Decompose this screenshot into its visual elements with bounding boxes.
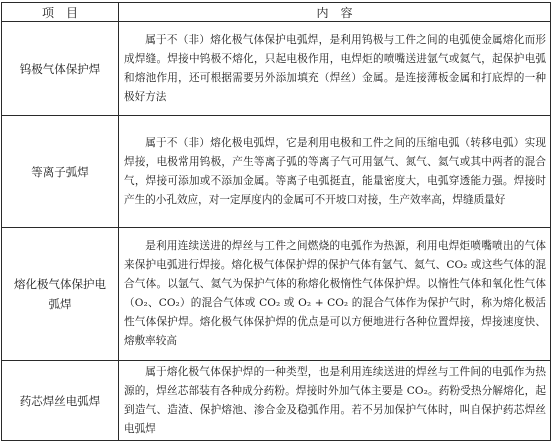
table-row bbox=[2, 116, 551, 228]
row-description-text: 属于熔化极气体保护焊的一种类型，也是利用连续送进的焊丝与工件间的电弧作为热源的，焊丝芯部装有各种成分药粉。焊接时外加气体主要是 CO₂。药粉受热分解熔化，起到造气、造渣、保护熔池、渗合金及稳弧作用。若不另加保护气体时，叫自保护药芯焊丝电弧焊 bbox=[124, 365, 546, 435]
row-description bbox=[119, 22, 551, 116]
row-description-text: 是利用连续送进的焊丝与工件之间燃烧的电弧作为热源，利用电焊炬喷嘴喷出的气体来保护电弧进行焊接。熔化极气体保护焊的保护气体有氩气、氦气、CO₂ 或这些气体的混合气体。以氩气、氦气为保护气体的称熔化极惰性气体保护焊。以惰性气体和氧化性气体（O₂、CO₂）的混合气体或 CO₂ 或 O₂ + CO₂ 的混合气体作为保护气时，称为熔化极活性气体保护焊。熔化极气体保护焊的优点是可以方便地进行各种位置焊接，焊接速度快、熔敷率较高 bbox=[124, 240, 546, 347]
row-description bbox=[119, 361, 551, 441]
row-name: 熔化极气体保护电弧焊 bbox=[2, 228, 119, 361]
table-row bbox=[2, 22, 551, 116]
row-name: 钨极气体保护焊 bbox=[2, 22, 119, 116]
row-name: 药芯焊丝电弧焊 bbox=[2, 361, 119, 441]
row-description-text: 属于不（非）熔化极电弧焊，它是利用电极和工件之间的压缩电弧（转移电弧）实现焊接，电极常用钨极，产生等离子弧的等离子气可用氩气、氮气、氦气或其中两者的混合气，焊接可添加或不添加金属。等离子电弧挺直，能量密度大，电弧穿透能力强。焊接时产生的小孔效应，对一定厚度内的金属可不开坡口对接，生产效率高，焊缝质量好 bbox=[124, 136, 546, 206]
header-item: 项 目 bbox=[2, 3, 119, 22]
row-name: 等离子弧焊 bbox=[2, 116, 119, 228]
header-content: 内 容 bbox=[119, 3, 551, 22]
table-row bbox=[2, 361, 551, 441]
table-row bbox=[2, 228, 551, 361]
row-description bbox=[119, 228, 551, 361]
row-description-text: 属于不（非）熔化极气体保护电弧焊，是利用钨极与工件之间的电弧使金属熔化而形成焊缝。焊接中钨极不熔化，只起电极作用，电焊炬的喷嘴送进氩气或氦气，起保护电弧和熔池作用，还可根据需要另外添加填充（焊丝）金属。是连接薄板金属和打底焊的一种极好方法 bbox=[124, 33, 546, 103]
row-description bbox=[119, 116, 551, 228]
welding-methods-table bbox=[1, 2, 551, 441]
table-header-row bbox=[2, 3, 551, 22]
